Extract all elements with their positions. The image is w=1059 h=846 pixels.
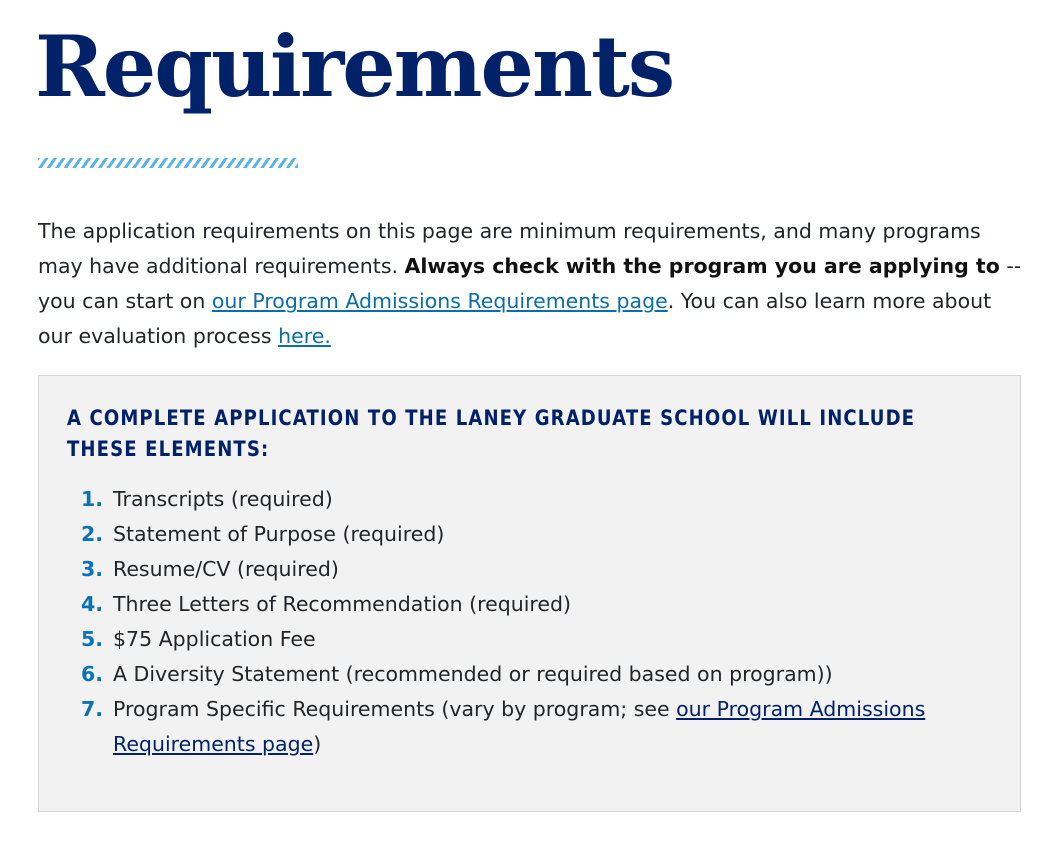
- list-item: [67, 552, 992, 587]
- intro-bold-text: Always check with the program you are applying to: [404, 254, 1000, 278]
- list-number: 2.: [80, 522, 103, 546]
- application-elements-box: [38, 375, 1021, 812]
- list-item-text-before: Program Specific Requirements (vary by program; see: [113, 697, 677, 721]
- list-item: [67, 657, 992, 692]
- box-heading: A COMPLETE APPLICATION TO THE LANEY GRADUATE SCHOOL WILL INCLUDE THESE ELEMENTS:: [67, 406, 916, 461]
- evaluation-process-link[interactable]: here.: [278, 324, 331, 348]
- list-number: 7.: [80, 697, 103, 721]
- list-item: [67, 482, 992, 517]
- program-requirements-list-link[interactable]: our Program Admissions Requirements page: [113, 697, 926, 756]
- list-number: 4.: [80, 592, 103, 616]
- list-item: [67, 622, 992, 657]
- intro-text-1: The application requirements on this page are minimum requirements, and many programs may have additional requirements.: [38, 219, 981, 278]
- intro-text-3: . You can also learn more about our evaluation process: [38, 289, 992, 348]
- list-item: [67, 692, 992, 762]
- requirements-list: [67, 482, 992, 762]
- intro-text-2: -- you can start on: [38, 254, 1022, 313]
- list-item-text: $75 Application Fee: [113, 627, 316, 651]
- list-item-text: Resume/CV (required): [113, 557, 339, 581]
- list-item: [67, 587, 992, 622]
- list-item-text: A Diversity Statement (recommended or required based on program)): [113, 662, 833, 686]
- list-number: 3.: [80, 557, 103, 581]
- list-item-text-after: ): [313, 732, 322, 756]
- list-item-text: Three Letters of Recommendation (required): [113, 592, 572, 616]
- list-item-text: Transcripts (required): [113, 487, 333, 511]
- list-item: [67, 517, 992, 552]
- intro-paragraph: [38, 214, 1023, 354]
- program-requirements-link[interactable]: our Program Admissions Requirements page: [211, 289, 668, 313]
- page-title: Requirements: [35, 17, 674, 116]
- list-number: 1.: [80, 487, 103, 511]
- decorative-stripe: [38, 158, 298, 168]
- list-number: 5.: [80, 627, 103, 651]
- list-item-text: Statement of Purpose (required): [113, 522, 445, 546]
- main-content: [35, 0, 1023, 812]
- list-item-text: [113, 692, 992, 762]
- list-number: 6.: [80, 662, 103, 686]
